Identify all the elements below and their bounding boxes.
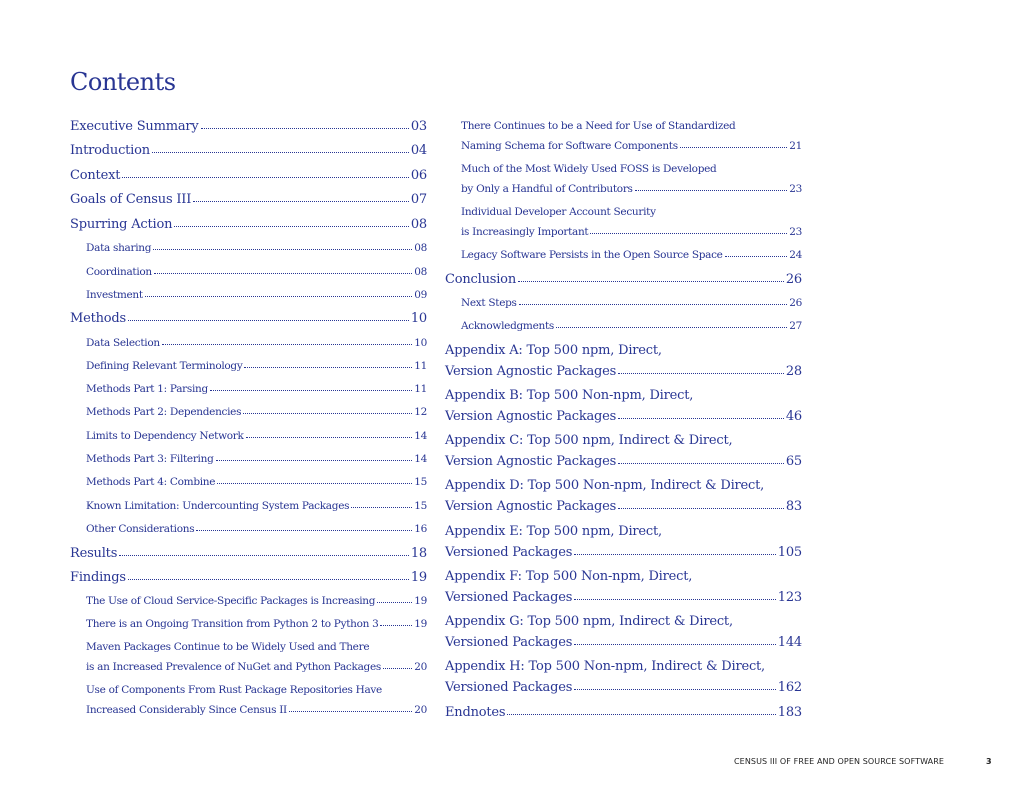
toc-entry-title: Next Steps bbox=[461, 297, 517, 309]
toc-entry-title: Appendix A: Top 500 npm, Direct, bbox=[445, 343, 662, 358]
toc-entry-title: Known Limitation: Undercounting System Packages bbox=[86, 500, 350, 512]
page-footer bbox=[734, 757, 992, 766]
toc-leader-dots bbox=[153, 249, 412, 250]
toc-entry[interactable] bbox=[70, 116, 427, 137]
toc-leader-dots bbox=[618, 373, 784, 374]
toc-entry[interactable] bbox=[445, 521, 802, 563]
toc-entry-title: Versioned Packages bbox=[445, 590, 573, 605]
toc-entry-title: is an Increased Prevalence of NuGet and Python Packages bbox=[86, 661, 381, 673]
toc-entry[interactable] bbox=[445, 116, 802, 156]
toc-entry-title: Appendix E: Top 500 npm, Direct, bbox=[445, 524, 662, 539]
toc-entry[interactable] bbox=[70, 614, 427, 634]
toc-entry-title: Limits to Dependency Network bbox=[86, 430, 244, 442]
toc-page-number: 15 bbox=[414, 500, 427, 512]
toc-entry-title: Version Agnostic Packages bbox=[445, 409, 617, 424]
toc-leader-dots bbox=[289, 711, 412, 712]
toc-entry[interactable] bbox=[445, 475, 802, 517]
toc-entry[interactable] bbox=[70, 426, 427, 446]
toc-page-number: 23 bbox=[789, 183, 802, 195]
toc-page-number: 03 bbox=[410, 119, 427, 134]
toc-entry-title: Investment bbox=[86, 289, 143, 301]
toc-leader-dots bbox=[128, 320, 409, 321]
toc-leader-dots bbox=[244, 367, 412, 368]
toc-entry-title: is Increasingly Important bbox=[461, 226, 589, 238]
toc-page-number: 07 bbox=[410, 192, 427, 207]
toc-leader-dots bbox=[618, 463, 784, 464]
toc-entry-title: There is an Ongoing Transition from Python 2 to Python 3 bbox=[86, 618, 379, 630]
toc-entry-title: Endnotes bbox=[445, 705, 506, 720]
toc-leader-dots bbox=[574, 599, 776, 600]
toc-entry[interactable] bbox=[70, 356, 427, 376]
toc-leader-dots bbox=[210, 390, 412, 391]
toc-leader-dots bbox=[618, 418, 784, 419]
toc-entry-title: Version Agnostic Packages bbox=[445, 499, 617, 514]
toc-entry[interactable] bbox=[445, 566, 802, 608]
toc-entry-title: Individual Developer Account Security bbox=[461, 206, 656, 218]
toc-page-number: 10 bbox=[410, 311, 427, 326]
toc-entry[interactable] bbox=[445, 269, 802, 290]
toc-page-number: 19 bbox=[414, 595, 427, 607]
toc-page-number: 04 bbox=[410, 143, 427, 158]
toc-entry-title: Introduction bbox=[70, 143, 150, 158]
toc-page-number: 14 bbox=[414, 430, 427, 442]
toc-leader-dots bbox=[128, 579, 409, 580]
toc-entry[interactable] bbox=[70, 591, 427, 611]
toc-page-number: 183 bbox=[777, 705, 802, 720]
toc-page-number: 11 bbox=[414, 360, 427, 372]
toc-leader-dots bbox=[574, 689, 776, 690]
page-title: Contents bbox=[70, 68, 176, 96]
toc-entry[interactable] bbox=[70, 449, 427, 469]
toc-entry-title: Version Agnostic Packages bbox=[445, 454, 617, 469]
toc-leader-dots bbox=[635, 190, 788, 191]
toc-entry-title: Other Considerations bbox=[86, 523, 195, 535]
toc-entry[interactable] bbox=[445, 159, 802, 199]
toc-entry[interactable] bbox=[70, 543, 427, 564]
footer-publication-title: CENSUS III OF FREE AND OPEN SOURCE SOFTWARE bbox=[734, 757, 945, 766]
toc-page-number: 23 bbox=[789, 226, 802, 238]
toc-leader-dots bbox=[152, 152, 409, 153]
toc-leader-dots bbox=[680, 147, 787, 148]
toc-entry[interactable] bbox=[70, 262, 427, 282]
toc-entry[interactable] bbox=[445, 316, 802, 336]
toc-page-number: 10 bbox=[414, 337, 427, 349]
toc-entry-title: Data Selection bbox=[86, 337, 160, 349]
toc-entry-title: Goals of Census III bbox=[70, 192, 192, 207]
toc-page-number: 162 bbox=[777, 680, 802, 695]
toc-entry-title: Methods Part 4: Combine bbox=[86, 476, 216, 488]
toc-leader-dots bbox=[519, 304, 788, 305]
toc-leader-dots bbox=[556, 327, 787, 328]
toc-entry-title: Methods bbox=[70, 311, 127, 326]
toc-entry-title: Use of Components From Rust Package Repositories Have bbox=[86, 684, 382, 696]
toc-entry-title: There Continues to be a Need for Use of Standardized bbox=[461, 120, 736, 132]
toc-leader-dots bbox=[725, 256, 788, 257]
toc-leader-dots bbox=[380, 625, 412, 626]
toc-leader-dots bbox=[574, 554, 776, 555]
toc-page-number: 105 bbox=[777, 545, 802, 560]
toc-page-number: 27 bbox=[789, 320, 802, 332]
toc-entry[interactable] bbox=[70, 285, 427, 305]
toc-page-number: 123 bbox=[777, 590, 802, 605]
toc-entry-title: Context bbox=[70, 168, 121, 183]
toc-entry-title: Data sharing bbox=[86, 242, 152, 254]
toc-entry-title: Methods Part 1: Parsing bbox=[86, 383, 208, 395]
toc-leader-dots bbox=[193, 201, 409, 202]
toc-leader-dots bbox=[590, 233, 787, 234]
toc-leader-dots bbox=[201, 128, 409, 129]
toc-leader-dots bbox=[574, 644, 776, 645]
toc-leader-dots bbox=[618, 508, 784, 509]
toc-entry-title: Results bbox=[70, 546, 118, 561]
toc-leader-dots bbox=[119, 555, 409, 556]
toc-entry[interactable] bbox=[445, 245, 802, 265]
toc-leader-dots bbox=[243, 413, 412, 414]
toc-leader-dots bbox=[246, 437, 413, 438]
toc-entry-title: Spurring Action bbox=[70, 217, 173, 232]
toc-page-number: 20 bbox=[414, 704, 427, 716]
toc-entry[interactable] bbox=[70, 680, 427, 720]
toc-entry-title: Versioned Packages bbox=[445, 635, 573, 650]
toc-entry[interactable] bbox=[445, 340, 802, 382]
toc-entry-title: Appendix G: Top 500 npm, Indirect & Direct, bbox=[445, 614, 733, 629]
toc-entry[interactable] bbox=[445, 202, 802, 242]
toc-leader-dots bbox=[122, 177, 409, 178]
toc-leader-dots bbox=[196, 530, 412, 531]
toc-page-number: 19 bbox=[414, 618, 427, 630]
toc-entry[interactable] bbox=[445, 293, 802, 313]
toc-entry[interactable] bbox=[70, 519, 427, 539]
toc-leader-dots bbox=[217, 483, 412, 484]
toc-page-number: 18 bbox=[410, 546, 427, 561]
toc-page-number: 65 bbox=[785, 454, 802, 469]
toc-entry-title: Versioned Packages bbox=[445, 545, 573, 560]
toc-page-number: 08 bbox=[414, 242, 427, 254]
toc-entry-title: Executive Summary bbox=[70, 119, 199, 134]
toc-page-number: 11 bbox=[414, 383, 427, 395]
toc-entry-title: The Use of Cloud Service-Specific Packages is Increasing bbox=[86, 595, 376, 607]
toc-entry-title: Naming Schema for Software Components bbox=[461, 140, 678, 152]
toc-entry-title: Maven Packages Continue to be Widely Used and There bbox=[86, 641, 370, 653]
toc-entry[interactable] bbox=[70, 140, 427, 161]
toc-leader-dots bbox=[174, 226, 409, 227]
toc-entry[interactable] bbox=[70, 308, 427, 329]
toc-page-number: 21 bbox=[789, 140, 802, 152]
toc-page-number: 26 bbox=[785, 272, 802, 287]
toc-page-number: 83 bbox=[785, 499, 802, 514]
toc-page-number: 20 bbox=[414, 661, 427, 673]
toc-entry-title: Conclusion bbox=[445, 272, 516, 287]
toc-entry-title: Appendix H: Top 500 Non-npm, Indirect & Direct, bbox=[445, 659, 765, 674]
toc-entry[interactable] bbox=[70, 472, 427, 492]
toc-leader-dots bbox=[162, 344, 412, 345]
toc-page-number: 08 bbox=[410, 217, 427, 232]
toc-page-number: 15 bbox=[414, 476, 427, 488]
toc-page-number: 28 bbox=[785, 364, 802, 379]
toc-entry-title: Version Agnostic Packages bbox=[445, 364, 617, 379]
toc-entry-title: Appendix F: Top 500 Non-npm, Direct, bbox=[445, 569, 693, 584]
toc-entry[interactable] bbox=[445, 702, 802, 723]
toc-entry-title: Findings bbox=[70, 570, 126, 585]
toc-entry[interactable] bbox=[70, 238, 427, 258]
toc-entry[interactable] bbox=[70, 189, 427, 210]
toc-entry-title: Appendix C: Top 500 npm, Indirect & Direct, bbox=[445, 433, 733, 448]
toc-entry-title: Acknowledgments bbox=[461, 320, 554, 332]
toc-page-number: 24 bbox=[789, 249, 802, 261]
toc-page-number: 08 bbox=[414, 266, 427, 278]
toc-page-number: 06 bbox=[410, 168, 427, 183]
toc-entry-title: Methods Part 3: Filtering bbox=[86, 453, 214, 465]
toc-entry[interactable] bbox=[70, 165, 427, 186]
toc-entry[interactable] bbox=[70, 567, 427, 588]
footer-page-number: 3 bbox=[986, 757, 992, 766]
toc-page-number: 09 bbox=[414, 289, 427, 301]
toc-page-number: 16 bbox=[414, 523, 427, 535]
toc-entry-title: Coordination bbox=[86, 266, 152, 278]
toc-leader-dots bbox=[145, 296, 412, 297]
toc-leader-dots bbox=[383, 668, 412, 669]
toc-entry-title: by Only a Handful of Contributors bbox=[461, 183, 633, 195]
toc-entry-title: Methods Part 2: Dependencies bbox=[86, 406, 242, 418]
toc-leader-dots bbox=[216, 460, 413, 461]
toc-leader-dots bbox=[351, 507, 412, 508]
toc-page-number: 46 bbox=[785, 409, 802, 424]
toc-entry[interactable] bbox=[70, 496, 427, 516]
toc-leader-dots bbox=[518, 281, 784, 282]
toc-leader-dots bbox=[507, 714, 775, 715]
toc-entry[interactable] bbox=[445, 430, 802, 472]
toc-entry-title: Much of the Most Widely Used FOSS is Developed bbox=[461, 163, 717, 175]
toc-page-number: 19 bbox=[410, 570, 427, 585]
toc-page-number: 26 bbox=[789, 297, 802, 309]
toc-entry[interactable] bbox=[445, 385, 802, 427]
toc-entry-title: Appendix B: Top 500 Non-npm, Direct, bbox=[445, 388, 694, 403]
toc-page-number: 12 bbox=[414, 406, 427, 418]
toc-leader-dots bbox=[377, 602, 412, 603]
toc-entry[interactable] bbox=[70, 379, 427, 399]
toc-entry-title: Increased Considerably Since Census II bbox=[86, 704, 287, 716]
toc-entry[interactable] bbox=[445, 656, 802, 698]
toc-entry-title: Legacy Software Persists in the Open Source Space bbox=[461, 249, 723, 261]
toc-leader-dots bbox=[154, 273, 412, 274]
toc-entry[interactable] bbox=[70, 402, 427, 422]
toc-entry[interactable] bbox=[445, 611, 802, 653]
toc-page-number: 14 bbox=[414, 453, 427, 465]
toc-entry-title: Versioned Packages bbox=[445, 680, 573, 695]
toc-page-number: 144 bbox=[777, 635, 802, 650]
toc-entry-title: Defining Relevant Terminology bbox=[86, 360, 243, 372]
toc-entry[interactable] bbox=[70, 637, 427, 677]
toc-entry[interactable] bbox=[70, 333, 427, 353]
toc-entry-title: Appendix D: Top 500 Non-npm, Indirect & Direct, bbox=[445, 478, 765, 493]
toc-entry[interactable] bbox=[70, 214, 427, 235]
